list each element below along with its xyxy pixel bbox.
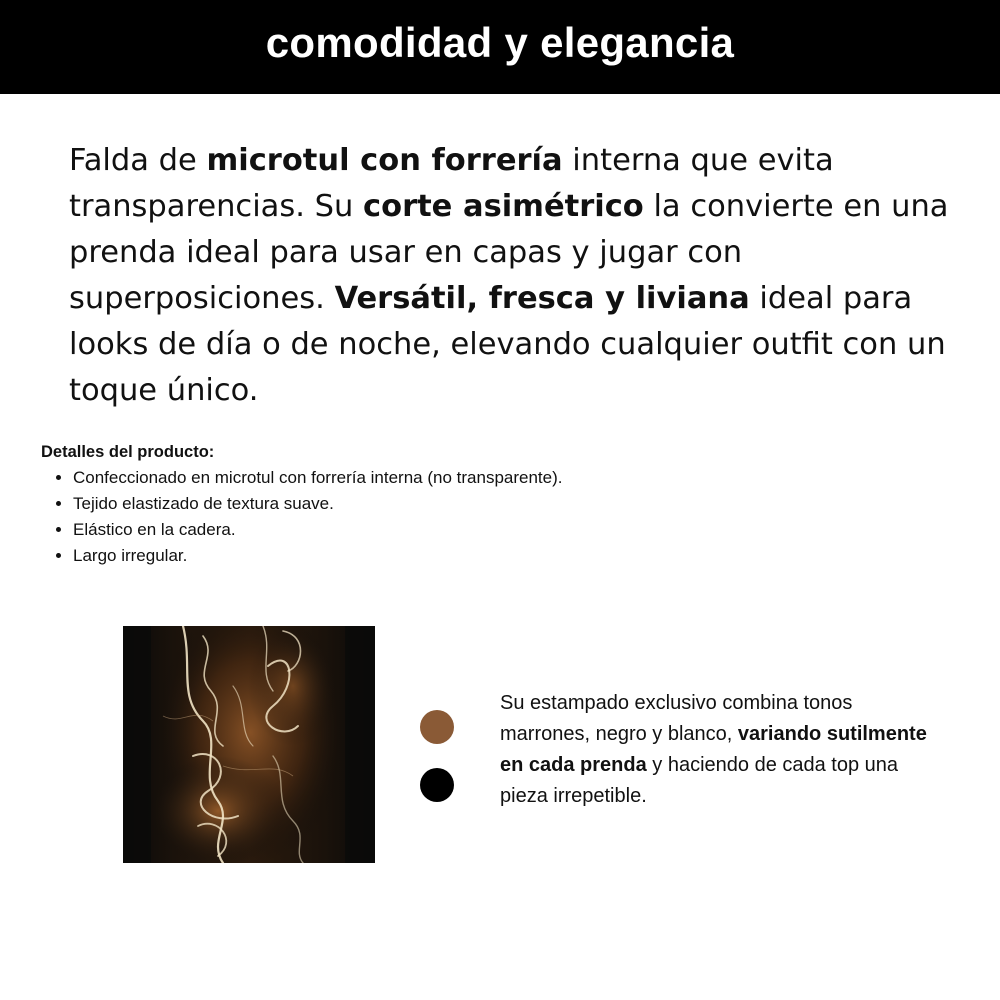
details-list [41, 465, 941, 569]
print-description [500, 688, 940, 812]
description-text: interna que evita transparencias. Su [69, 143, 834, 224]
print-highlight: variando sutilmente en cada prenda [500, 723, 927, 776]
fabric-print-image [123, 626, 375, 863]
description-highlight: microtul con forrería [206, 143, 563, 178]
black-color-swatch [420, 768, 454, 802]
header-banner [0, 0, 1000, 94]
details-title: Detalles del producto: [41, 443, 215, 461]
details-item: • Tejido elastizado de textura suave. [73, 491, 941, 517]
product-details [41, 441, 941, 569]
description-highlight: corte asimétrico [363, 189, 644, 224]
details-item: • Elástico en la cadera. [73, 517, 941, 543]
print-text: y haciendo de cada top una pieza irrepetible. [500, 754, 899, 807]
description-text: la convierte en una prenda ideal para usar en capas y jugar con superposiciones. [69, 189, 949, 316]
description-text: Falda de [69, 143, 207, 178]
description-text: ideal para looks de día o de noche, elevando cualquier outfit con un toque único. [69, 281, 946, 408]
page-title: comodidad y elegancia [265, 19, 735, 66]
details-item: • Confeccionado en microtul con forrería interna (no transparente). [73, 465, 941, 491]
fabric-print-pattern [123, 626, 375, 863]
description-highlight: Versátil, fresca y liviana [334, 281, 750, 316]
product-description [69, 138, 949, 414]
brown-color-swatch [420, 710, 454, 744]
print-text: Su estampado exclusivo combina tonos marrones, negro y blanco, [500, 692, 853, 745]
details-item: • Largo irregular. [73, 543, 941, 569]
